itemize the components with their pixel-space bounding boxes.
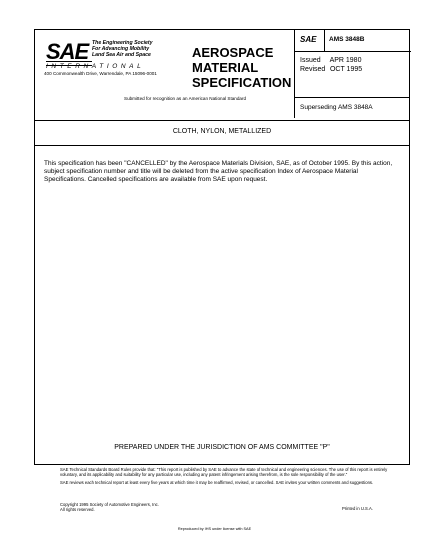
cancellation-notice: This specification has been "CANCELLED" by the Aerospace Materials Division, SAE, as of October 1995. By this action, subject specification number and title will be deleted from the active specification Index of Aerospace Material Specifications. Cancelled specifications are available from SAE upon request. <box>44 160 393 183</box>
society-address: 400 Commonwealth Drive, Warrendale, PA 15096-0001 <box>44 71 157 76</box>
copyright <box>60 502 159 512</box>
document-info-box <box>294 29 411 97</box>
revised-date: OCT 1995 <box>329 66 363 73</box>
sae-small-logo: SAE <box>300 35 317 44</box>
society-line: Land Sea Air and Space <box>92 52 151 58</box>
header <box>34 29 410 120</box>
spec-title-line: AEROSPACE <box>192 45 274 60</box>
spec-title-line: MATERIAL <box>192 60 259 75</box>
document-number-row <box>295 29 411 52</box>
superseding-note: Superseding AMS 3848A <box>294 97 410 118</box>
logo-international: INTERNATIONAL <box>46 63 145 70</box>
document-dates <box>300 56 362 74</box>
issued-label: Issued <box>300 57 321 64</box>
copyright-line: Copyright 1995 Society of Automotive Engineers, Inc. <box>60 502 159 507</box>
footer-paragraph: SAE reviews each technical report at least every five years at which time it may be reaffirmed, revised, or cancelled. SAE invites your written comments and suggestions. <box>60 480 374 486</box>
footer-notes <box>60 467 390 489</box>
revised-label: Revised <box>300 66 326 73</box>
society-tagline <box>92 40 153 58</box>
subject-divider <box>34 145 410 146</box>
spec-title <box>192 45 291 90</box>
header-divider <box>34 120 410 121</box>
printed-in: Printed in U.S.A. <box>342 506 373 511</box>
revised-row <box>300 65 362 74</box>
copyright-line: All rights reserved. <box>60 507 95 513</box>
reproduction-note: Reproduced by IHS under license with SAE <box>177 527 252 531</box>
society-line: For Advancing Mobility <box>92 46 150 52</box>
issued-date: APR 1980 <box>329 57 362 64</box>
ansi-note: Submitted for recognition as an American National Standard <box>124 96 247 101</box>
prepared-under-note: PREPARED UNDER THE JURISDICTION OF AMS COMMITTEE "P" <box>114 444 330 451</box>
document-subject: CLOTH, NYLON, METALLIZED <box>172 128 272 135</box>
issued-row <box>300 56 362 65</box>
spec-title-line: SPECIFICATION <box>192 75 292 90</box>
footer-paragraph: SAE Technical Standards Board Rules provide that: "This report is published by SAE to advance the state of technical and engineering sciences. The use of this report is entirely voluntary, and its applicability and suitability for any particular use, including any patent infringement arising therefrom, is the sole responsibility of the user." <box>60 467 388 478</box>
sae-logo: SAE <box>46 39 89 64</box>
society-line: The Engineering Society <box>92 40 153 46</box>
document-number: AMS 3848B <box>324 29 411 51</box>
